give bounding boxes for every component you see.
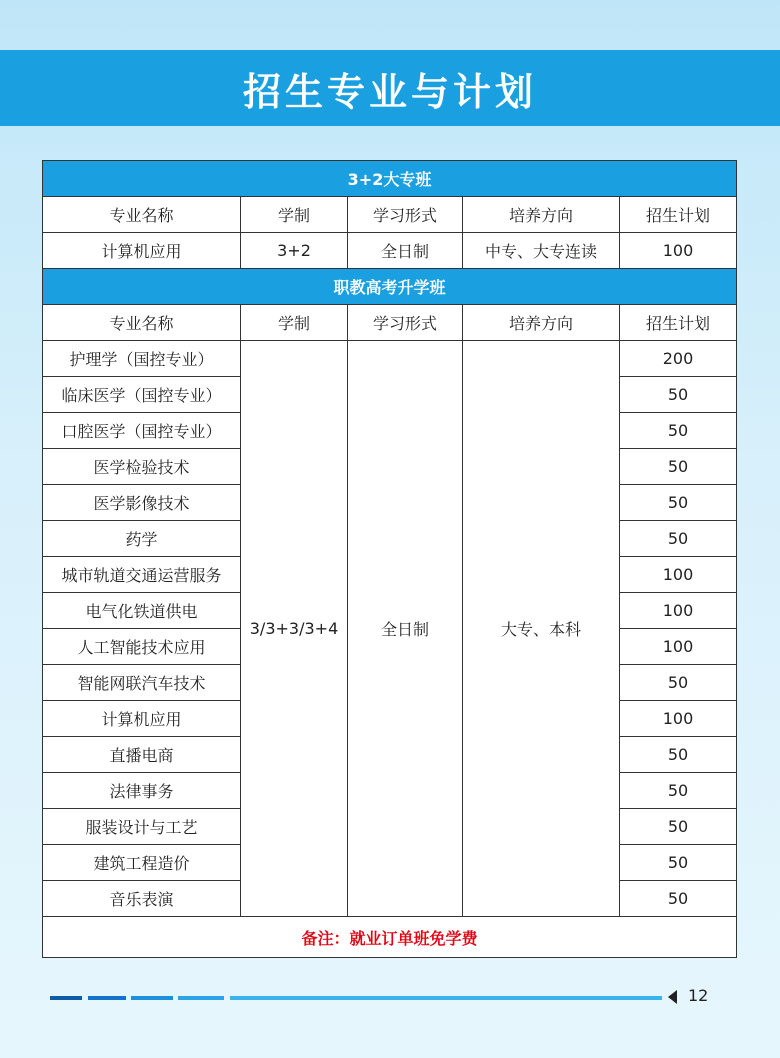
duration-cell: 3/3+3/3+4 — [241, 341, 348, 917]
footer-line-segment — [88, 996, 126, 1000]
footer-line-segment — [178, 996, 224, 1000]
triangle-left-icon — [668, 990, 677, 1004]
major-cell: 临床医学（国控专业） — [43, 377, 241, 413]
header-cell: 学习形式 — [348, 197, 463, 233]
table-row — [43, 341, 737, 377]
header-cell: 培养方向 — [463, 305, 620, 341]
header-cell: 培养方向 — [463, 197, 620, 233]
section-header — [43, 161, 737, 197]
major-cell: 电气化铁道供电 — [43, 593, 241, 629]
table-header-row — [43, 305, 737, 341]
header-cell: 招生计划 — [620, 197, 737, 233]
plan-cell: 50 — [620, 485, 737, 521]
plan-cell: 50 — [620, 665, 737, 701]
major-cell: 医学检验技术 — [43, 449, 241, 485]
page-footer — [0, 985, 780, 1009]
enrollment-table — [42, 160, 737, 958]
major-cell: 计算机应用 — [43, 233, 241, 269]
plan-cell: 50 — [620, 737, 737, 773]
major-cell: 城市轨道交通运营服务 — [43, 557, 241, 593]
plan-cell: 50 — [620, 881, 737, 917]
footer-line-segment — [50, 996, 82, 1000]
major-cell: 法律事务 — [43, 773, 241, 809]
header-cell: 专业名称 — [43, 197, 241, 233]
plan-cell: 50 — [620, 413, 737, 449]
header-cell: 学制 — [241, 305, 348, 341]
major-cell: 医学影像技术 — [43, 485, 241, 521]
plan-cell: 200 — [620, 341, 737, 377]
header-cell: 学习形式 — [348, 305, 463, 341]
note-row — [43, 917, 737, 958]
form-cell: 全日制 — [348, 341, 463, 917]
header-cell: 招生计划 — [620, 305, 737, 341]
plan-cell: 50 — [620, 377, 737, 413]
page-number: 12 — [688, 986, 709, 1005]
major-cell: 计算机应用 — [43, 701, 241, 737]
major-cell: 护理学（国控专业） — [43, 341, 241, 377]
footer-line-segment — [230, 996, 662, 1000]
plan-cell: 100 — [620, 629, 737, 665]
major-cell: 服装设计与工艺 — [43, 809, 241, 845]
plan-cell: 50 — [620, 521, 737, 557]
major-cell: 口腔医学（国控专业） — [43, 413, 241, 449]
plan-cell: 50 — [620, 845, 737, 881]
plan-cell: 50 — [620, 449, 737, 485]
major-cell: 药学 — [43, 521, 241, 557]
note-text: 备注：就业订单班免学费 — [43, 917, 737, 958]
plan-cell: 50 — [620, 773, 737, 809]
page-title: 招生专业与计划 — [242, 69, 537, 114]
plan-cell: 100 — [620, 233, 737, 269]
plan-cell: 100 — [620, 593, 737, 629]
form-cell: 全日制 — [348, 233, 463, 269]
major-cell: 智能网联汽车技术 — [43, 665, 241, 701]
plan-cell: 100 — [620, 557, 737, 593]
plan-cell: 100 — [620, 701, 737, 737]
header-cell: 学制 — [241, 197, 348, 233]
duration-cell: 3+2 — [241, 233, 348, 269]
major-cell: 建筑工程造价 — [43, 845, 241, 881]
section-title: 职教高考升学班 — [43, 269, 737, 305]
major-cell: 音乐表演 — [43, 881, 241, 917]
section-title: 3+2大专班 — [43, 161, 737, 197]
footer-line-segment — [131, 996, 173, 1000]
plan-cell: 50 — [620, 809, 737, 845]
major-cell: 直播电商 — [43, 737, 241, 773]
direction-cell: 大专、本科 — [463, 341, 620, 917]
direction-cell: 中专、大专连读 — [463, 233, 620, 269]
header-cell: 专业名称 — [43, 305, 241, 341]
table-row — [43, 233, 737, 269]
major-cell: 人工智能技术应用 — [43, 629, 241, 665]
table-header-row — [43, 197, 737, 233]
title-bar — [0, 50, 780, 126]
section-header — [43, 269, 737, 305]
